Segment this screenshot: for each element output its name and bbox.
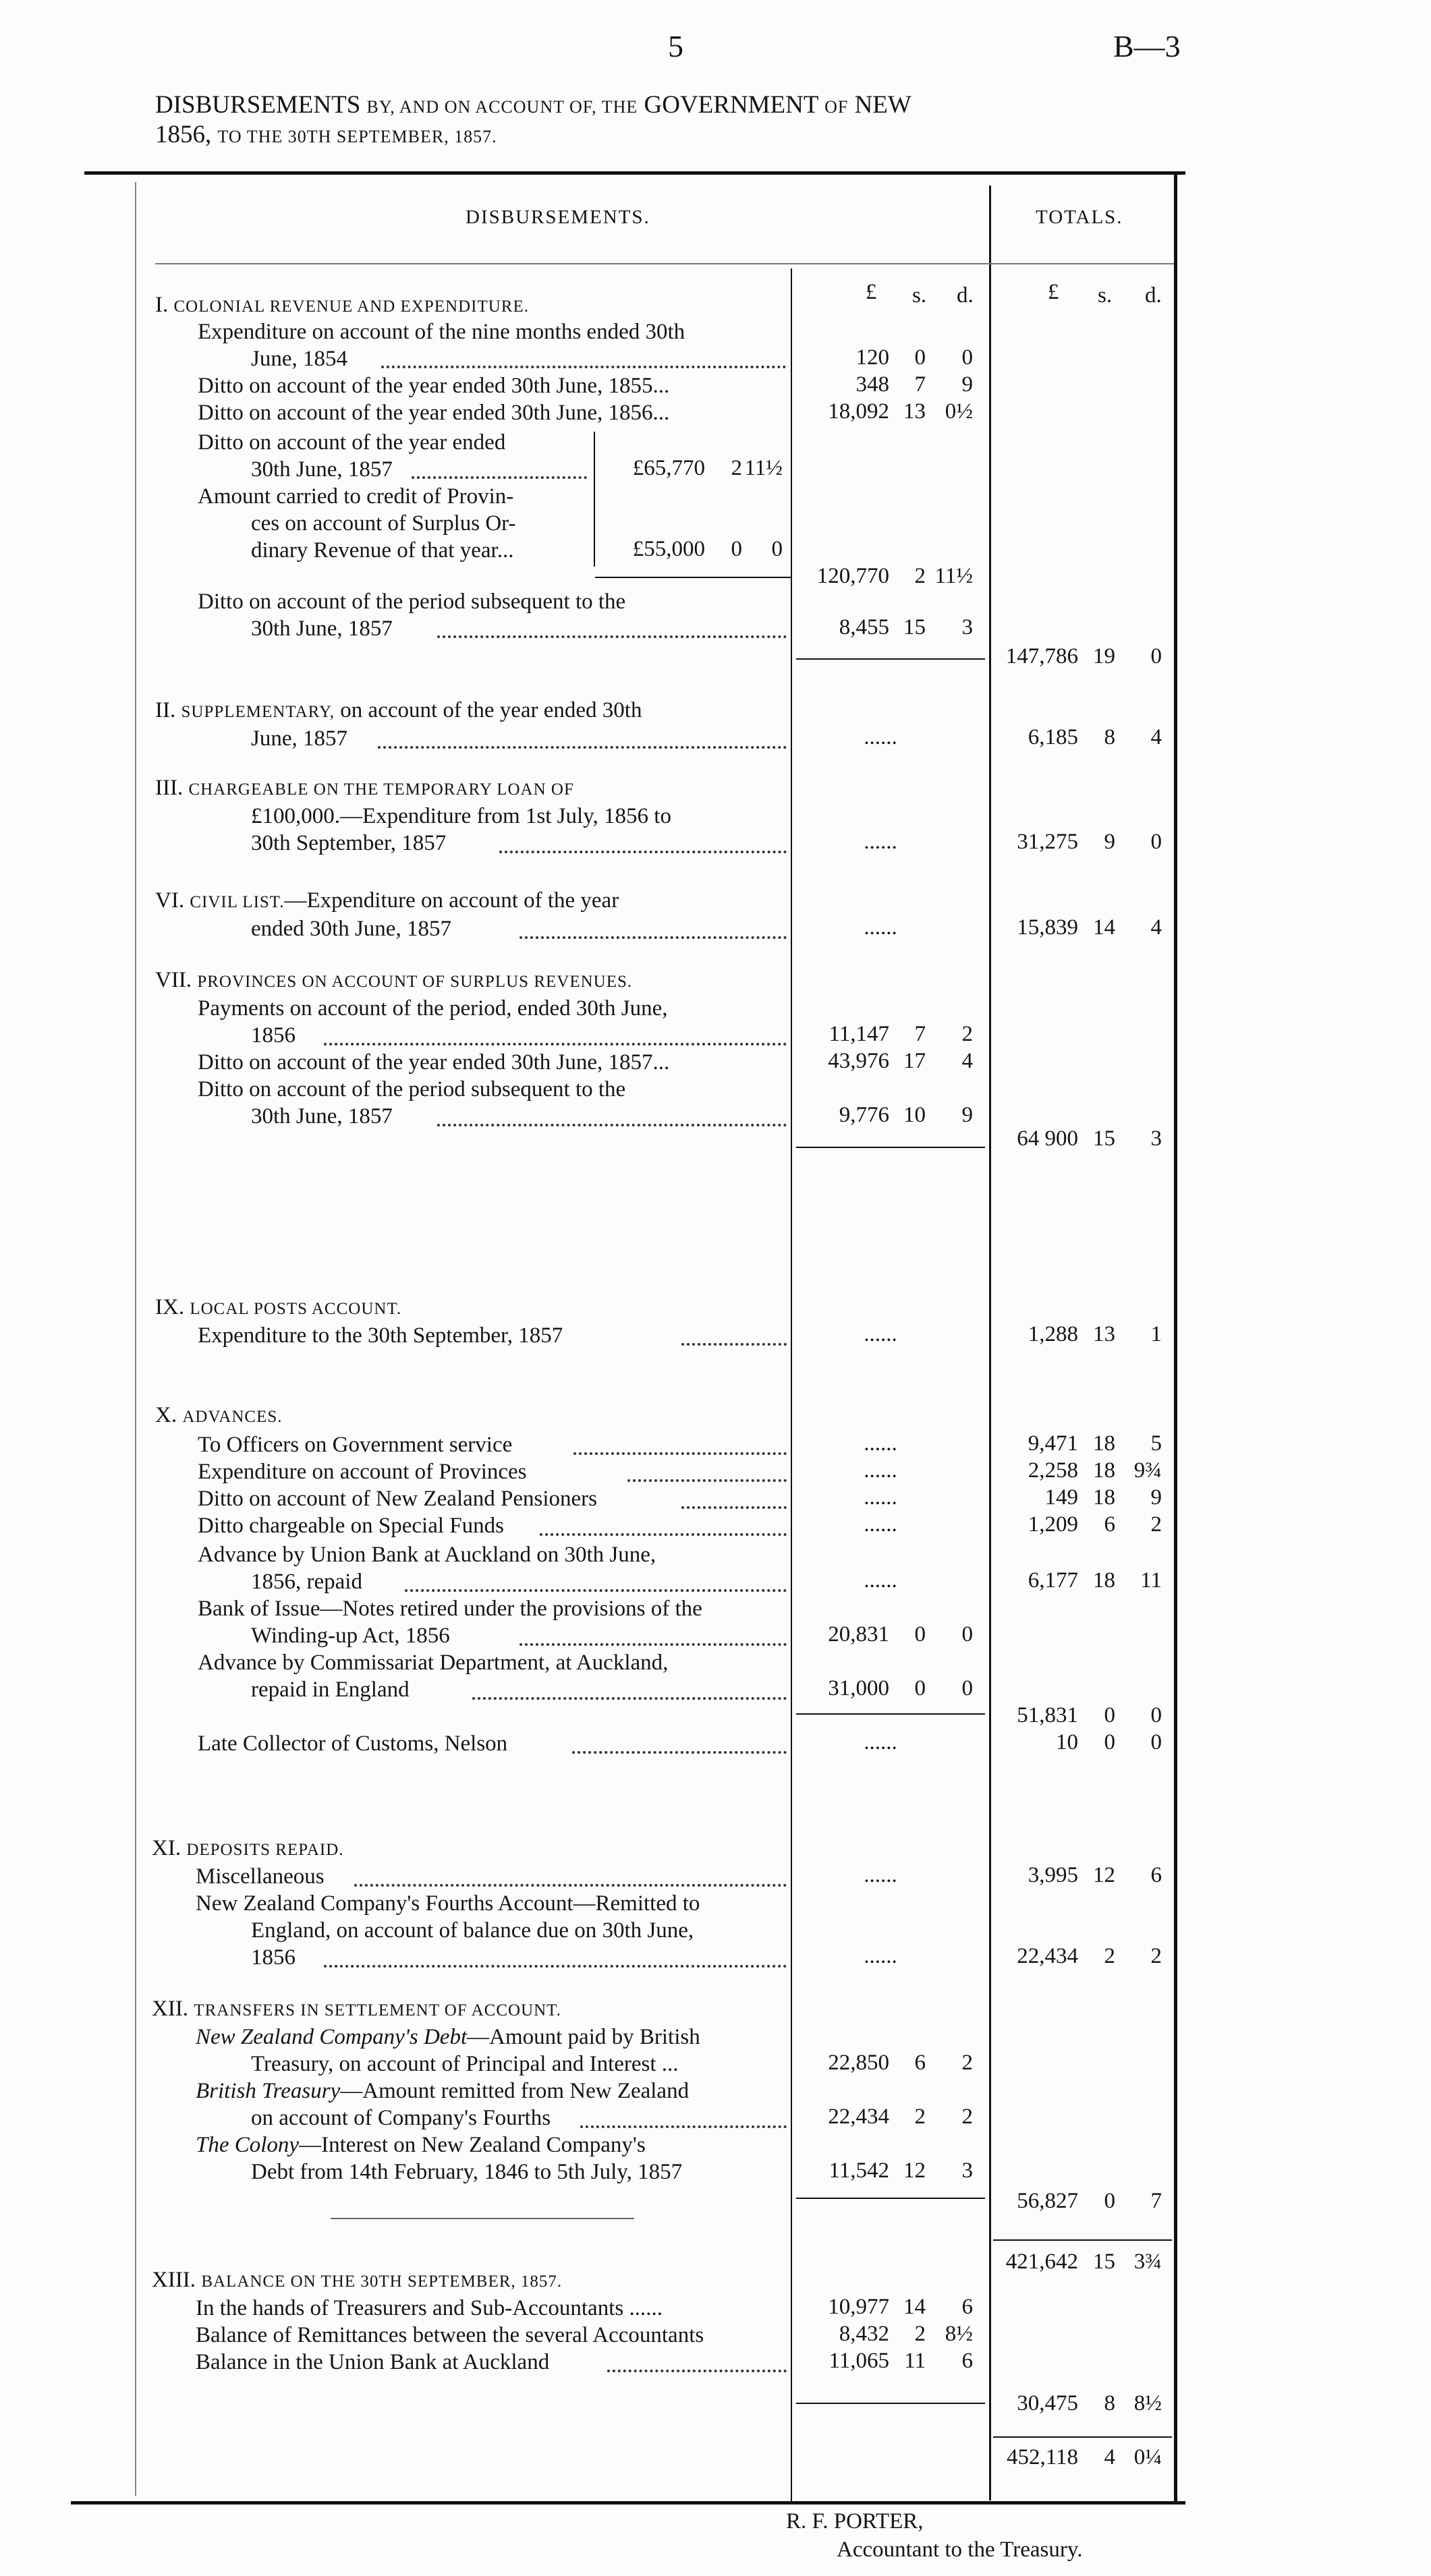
section-number: IX.	[155, 1295, 185, 1319]
total-shilling-header: s.	[1098, 283, 1113, 308]
line-item: 1856	[251, 1945, 296, 1970]
section-number: X.	[155, 1403, 177, 1427]
leader-dots	[573, 1452, 787, 1455]
line-item: 1856	[251, 1023, 296, 1048]
line-item: Ditto on account of the year ended 30th June, 1855...	[198, 374, 670, 398]
amount-pounds: 348	[855, 372, 889, 397]
totals-rule	[993, 2239, 1172, 2241]
leader-dots	[324, 1043, 787, 1046]
section-title: CIVIL LIST.	[190, 893, 285, 911]
blank-amount-dots: ......	[864, 1458, 897, 1483]
line-item: Ditto on account of the period subsequent to the	[198, 590, 626, 614]
section-number: XII.	[152, 1997, 189, 2021]
line-item	[196, 2078, 689, 2105]
section-number: I.	[155, 293, 169, 317]
amount-pounds: 30,475	[1017, 2391, 1078, 2415]
amount-pounds: 22,434	[1017, 1944, 1078, 1968]
blank-amount-dots: ......	[864, 1944, 897, 1968]
section-heading	[155, 968, 632, 993]
amount-pounds: 64 900	[1017, 1126, 1078, 1151]
line-item: June, 1854	[251, 347, 347, 371]
line-item: Miscellaneous	[196, 1864, 325, 1889]
line-item: Ditto on account of the year ended 30th June, 1857...	[198, 1050, 670, 1075]
amount-pence: 0	[961, 345, 973, 370]
amount-shillings: 14	[1093, 915, 1115, 940]
blank-amount-dots: ......	[864, 1322, 897, 1346]
amount-shillings: 0	[1104, 1730, 1115, 1754]
leader-dots	[520, 1643, 787, 1646]
section-number: II.	[155, 698, 176, 722]
amount-shillings: 6	[914, 2051, 926, 2075]
amount-pence: 0	[1150, 830, 1162, 854]
amount-pence: 1	[1150, 1322, 1162, 1346]
amount-shillings: 2	[914, 564, 926, 588]
section-heading	[152, 1836, 344, 1861]
amount-pounds: 452,118	[1006, 2445, 1078, 2469]
section-number: VII.	[155, 968, 192, 992]
sub-total-rule	[796, 2403, 985, 2404]
section-title-rest: —Expenditure on account of the year	[284, 888, 619, 913]
amount-pence: 5	[1150, 1431, 1162, 1456]
page-code: B—3	[1113, 29, 1181, 63]
leader-dots	[378, 746, 787, 749]
amount-shillings: 4	[1104, 2445, 1115, 2469]
amount-pence: 2	[961, 1022, 973, 1046]
leader-dots	[499, 851, 787, 853]
page-title	[155, 90, 911, 120]
amount-pence: 7	[1150, 2189, 1162, 2213]
leader-dots	[437, 635, 787, 638]
amount-pence: 0½	[945, 399, 973, 424]
amount-shillings: 0	[1104, 2189, 1115, 2213]
section-title: TRANSFERS IN SETTLEMENT OF ACCOUNT.	[194, 2001, 561, 2020]
blank-amount-dots: ......	[864, 830, 897, 854]
line-item: Ditto on account of the year ended	[198, 430, 506, 455]
amount-shillings: 0	[914, 1622, 926, 1647]
inner-amount-pounds: £65,770	[632, 456, 705, 480]
amount-pence: 4	[1150, 725, 1162, 749]
amount-pounds: 421,642	[1005, 2250, 1078, 2274]
line-item: Ditto chargeable on Special Funds	[198, 1514, 504, 1538]
section-title: ADVANCES.	[182, 1408, 283, 1426]
amount-shillings: 18	[1093, 1431, 1115, 1456]
sub-total-rule	[796, 2198, 985, 2199]
section-title: DEPOSITS REPAID.	[186, 1841, 344, 1859]
amount-pence: 9	[961, 1103, 973, 1127]
amount-pounds: 120	[855, 345, 889, 370]
amount-shillings: 17	[903, 1049, 926, 1073]
line-item: New Zealand Company's Fourths Account—Remitted to	[196, 1891, 700, 1916]
blank-amount-dots: ......	[864, 1863, 897, 1887]
total-pence-header: d.	[1145, 283, 1162, 308]
amount-pounds: 8,455	[839, 615, 889, 639]
amount-shillings: 8	[1104, 2391, 1115, 2415]
section-title: SUPPLEMENTARY,	[181, 703, 335, 721]
blank-amount-dots: ......	[864, 1730, 897, 1754]
section-heading	[152, 2268, 562, 2293]
blank-amount-dots: ......	[864, 1431, 897, 1456]
section-heading	[152, 1997, 561, 2022]
brace-line	[594, 432, 595, 567]
amount-pounds: 6,177	[1028, 1568, 1078, 1593]
amount-shillings: 18	[1093, 1568, 1115, 1593]
amount-pence: 0	[1150, 1703, 1162, 1727]
amount-shillings: 14	[903, 2295, 926, 2319]
amount-shillings: 0	[914, 1676, 926, 1700]
line-item: on account of Company's Fourths	[251, 2106, 551, 2130]
line-text: —Amount paid by British	[467, 2025, 700, 2049]
amount-pounds: 31,000	[828, 1676, 889, 1700]
page-number: 5	[668, 29, 683, 63]
section-heading	[155, 776, 574, 801]
line-item: Ditto on account of New Zealand Pensioners	[198, 1487, 598, 1511]
signatory: R. F. PORTER,	[786, 2509, 924, 2534]
page-subtitle	[155, 120, 497, 150]
leader-dots	[412, 476, 587, 479]
leader-dots	[627, 1479, 787, 1482]
amount-shillings: 13	[903, 399, 926, 424]
sub-total-rule	[796, 658, 985, 660]
line-item: Expenditure on account of the nine months ended 30th	[198, 320, 685, 344]
title-part: OF	[824, 97, 849, 117]
amount-pence: 0	[961, 1676, 973, 1700]
leader-dots	[540, 1533, 787, 1536]
amount-shillings: 7	[914, 1022, 926, 1046]
inner-amount-pence: 0	[771, 537, 783, 561]
leader-dots	[681, 1343, 787, 1346]
amount-pence: 3	[1150, 1126, 1162, 1151]
amount-shillings: 2	[1104, 1944, 1115, 1968]
line-item: In the hands of Treasurers and Sub-Accountants ......	[196, 2296, 663, 2320]
section-heading	[155, 1295, 401, 1320]
leader-dots	[381, 366, 786, 368]
leader-dots	[607, 2370, 787, 2372]
amount-pence: 9	[1150, 1485, 1162, 1510]
line-item: Amount carried to credit of Provin-	[198, 484, 514, 509]
amount-pounds: 15,839	[1017, 915, 1078, 940]
amount-shillings: 0	[914, 345, 926, 370]
blank-amount-dots: ......	[864, 1485, 897, 1510]
line-item: 30th June, 1857	[251, 617, 393, 641]
amount-pounds: 10,977	[828, 2295, 889, 2319]
section-title: BALANCE ON THE 30TH SEPTEMBER, 1857.	[201, 2272, 563, 2291]
amount-shillings: 18	[1093, 1485, 1115, 1510]
amount-pounds: 43,976	[828, 1049, 889, 1073]
italic-label: British Treasury	[196, 2079, 341, 2103]
amount-shillings: 15	[1093, 2250, 1115, 2274]
amount-pence: 9¾	[1133, 1458, 1162, 1483]
disbursements-header: DISBURSEMENTS.	[466, 206, 650, 228]
section-title: LOCAL POSTS ACCOUNT.	[190, 1300, 402, 1318]
line-item: Expenditure on account of Provinces	[198, 1460, 527, 1484]
line-text: —Amount remitted from New Zealand	[340, 2079, 690, 2103]
amount-pounds: 1,209	[1028, 1512, 1078, 1537]
amount-pounds: 149	[1044, 1485, 1078, 1510]
line-item: Expenditure to the 30th September, 1857	[198, 1323, 563, 1348]
section-title-rest: on account of the year ended 30th	[340, 698, 642, 722]
amount-pounds: 2,258	[1028, 1458, 1078, 1483]
line-text: —Interest on New Zealand Company's	[299, 2133, 646, 2157]
sub-total-rule	[796, 1147, 985, 1148]
line-item	[196, 2024, 700, 2051]
amount-pence: 8½	[945, 2322, 973, 2346]
amount-shillings: 6	[1104, 1512, 1115, 1537]
leader-dots	[572, 1751, 787, 1754]
line-item: Ditto on account of the period subsequent to the	[198, 1077, 626, 1101]
amount-pounds: 10	[1056, 1730, 1078, 1754]
leader-dots	[354, 1884, 787, 1887]
amount-pounds: 9,471	[1028, 1431, 1078, 1456]
inner-amount-shillings: 0	[731, 537, 742, 561]
amount-pence: 0	[1150, 644, 1162, 668]
line-item: £100,000.—Expenditure from 1st July, 1856 to	[251, 804, 671, 828]
line-item: 30th September, 1857	[251, 831, 447, 855]
amount-pence: 3	[961, 2158, 973, 2183]
line-item: Advance by Union Bank at Auckland on 30th June,	[198, 1543, 656, 1567]
line-item: Ditto on account of the year ended 30th June, 1856...	[198, 401, 670, 425]
amount-pounds: 9,776	[839, 1103, 889, 1127]
amount-pounds: 11,065	[829, 2349, 889, 2373]
sub-pence-header: d.	[957, 283, 974, 308]
amount-pence: 2	[961, 2105, 973, 2129]
line-item: Balance of Remittances between the several Accountants	[196, 2323, 704, 2347]
amount-pence: 4	[961, 1049, 973, 1073]
table-top-rule	[84, 171, 1185, 175]
amount-pounds: 22,434	[828, 2105, 889, 2129]
signature-name	[786, 2509, 924, 2534]
amount-pence: 0¼	[1133, 2445, 1162, 2469]
line-item: June, 1857	[251, 726, 347, 751]
title-part: BY, AND ON ACCOUNT OF, THE	[366, 97, 638, 117]
title-part: TO THE 30TH SEPTEMBER, 1857.	[217, 127, 497, 146]
amount-shillings: 13	[1093, 1322, 1115, 1346]
amount-pence: 11	[1140, 1568, 1162, 1593]
amount-pounds: 22,850	[828, 2051, 889, 2075]
section-title: COLONIAL REVENUE AND EXPENDITURE.	[173, 297, 529, 316]
amount-shillings: 12	[903, 2158, 926, 2183]
line-item: To Officers on Government service	[198, 1433, 513, 1457]
amount-shillings: 8	[1104, 725, 1115, 749]
sub-total-rule	[796, 1713, 985, 1715]
leader-dots	[437, 1124, 787, 1126]
amount-pounds: 1,288	[1028, 1322, 1078, 1346]
amount-shillings: 9	[1104, 830, 1115, 854]
amount-pounds: 3,995	[1028, 1863, 1078, 1887]
italic-label: New Zealand Company's Debt	[196, 2025, 468, 2049]
section-title: CHARGEABLE ON THE TEMPORARY LOAN OF	[188, 780, 574, 799]
amount-shillings: 18	[1093, 1458, 1115, 1483]
amount-shillings: 7	[914, 372, 926, 397]
line-item: England, on account of balance due on 30th June,	[251, 1918, 694, 1943]
title-part: DISBURSEMENTS	[155, 91, 361, 119]
line-item: Winding-up Act, 1856	[251, 1624, 450, 1648]
amount-pence: 6	[1150, 1863, 1162, 1887]
title-part: 1856,	[155, 121, 212, 148]
blank-amount-dots: ......	[864, 1568, 897, 1593]
line-item: Debt from 14th February, 1846 to 5th July, 1857	[251, 2160, 683, 2184]
title-part: GOVERNMENT	[644, 91, 818, 119]
amount-shillings: 15	[903, 615, 926, 639]
leader-dots	[681, 1506, 787, 1509]
amount-pence: 2	[1150, 1944, 1162, 1968]
line-item: Treasury, on account of Principal and Interest ...	[251, 2052, 679, 2076]
amount-pounds: 56,827	[1017, 2189, 1078, 2213]
table-left-rule	[135, 182, 136, 2496]
section-number: III.	[155, 776, 184, 800]
section-number: XI.	[152, 1836, 181, 1860]
leader-dots	[580, 2125, 787, 2128]
italic-label: The Colony	[196, 2133, 300, 2157]
amount-pence: 2	[1150, 1512, 1162, 1537]
section-heading	[155, 1403, 283, 1428]
amount-pounds: 147,786	[1005, 644, 1078, 668]
amount-shillings: 2	[914, 2105, 926, 2129]
amount-shillings: 19	[1093, 644, 1115, 668]
table-right-rule	[1174, 174, 1177, 2502]
line-item: ended 30th June, 1857	[251, 917, 451, 941]
blank-amount-dots: ......	[864, 1512, 897, 1537]
blank-amount-dots: ......	[864, 915, 897, 940]
amount-pence: 2	[961, 2051, 973, 2075]
line-item: dinary Revenue of that year...	[251, 538, 514, 563]
total-pound-header: £	[1048, 280, 1059, 304]
amount-pounds: 8,432	[839, 2322, 889, 2346]
amount-pounds: 120,770	[816, 564, 889, 588]
line-item: Late Collector of Customs, Nelson	[198, 1731, 508, 1756]
line-item: Balance in the Union Bank at Auckland	[196, 2350, 550, 2374]
amount-pounds: 18,092	[828, 399, 889, 424]
amount-pence: 6	[961, 2349, 973, 2373]
amount-pounds: 31,275	[1017, 830, 1078, 854]
sub-shilling-header: s.	[912, 283, 927, 308]
section-title: PROVINCES ON ACCOUNT OF SURPLUS REVENUES.	[197, 973, 633, 991]
amount-pence: 9	[961, 372, 973, 397]
section-heading	[155, 698, 642, 723]
leader-dots	[472, 1697, 787, 1700]
amount-shillings: 15	[1093, 1126, 1115, 1151]
amount-pence: 8½	[1133, 2391, 1162, 2415]
inner-total-rule	[595, 577, 791, 578]
amount-pence: 0	[961, 1622, 973, 1647]
amount-pounds: 51,831	[1017, 1703, 1078, 1727]
amount-pounds: 6,185	[1028, 725, 1078, 749]
line-item: Advance by Commissariat Department, at Auckland,	[198, 1651, 669, 1675]
amount-pence: 4	[1150, 915, 1162, 940]
inner-amount-shillings: 2	[731, 456, 742, 480]
leader-dots	[520, 936, 787, 939]
amount-pence: 3¾	[1133, 2250, 1162, 2274]
line-item: ces on account of Surplus Or-	[251, 511, 516, 536]
amount-shillings: 12	[1093, 1863, 1115, 1887]
line-item: Payments on account of the period, ended 30th June,	[198, 996, 668, 1021]
table-bottom-rule	[71, 2501, 1185, 2505]
line-item	[196, 2131, 646, 2158]
sub-pound-header: £	[866, 280, 877, 304]
line-item: 30th June, 1857	[251, 457, 393, 482]
amount-shillings: 10	[903, 1103, 926, 1127]
amount-shillings: 0	[1104, 1703, 1115, 1727]
inner-amount-pounds: £55,000	[632, 537, 705, 561]
amount-pence: 11½	[934, 564, 973, 588]
inner-amount-pence: 11½	[744, 456, 783, 480]
amount-pounds: 11,542	[829, 2158, 889, 2183]
amount-shillings: 11	[904, 2349, 926, 2373]
title-part: NEW	[854, 91, 911, 119]
blank-amount-dots: ......	[864, 725, 897, 749]
section-heading	[155, 293, 529, 318]
totals-header: TOTALS.	[1036, 206, 1123, 228]
amount-pence: 6	[961, 2295, 973, 2319]
line-item: 1856, repaid	[251, 1570, 362, 1594]
amount-pence: 3	[961, 615, 973, 639]
section-heading	[155, 888, 619, 913]
amount-pounds: 20,831	[828, 1622, 889, 1647]
amount-pounds: 11,147	[829, 1022, 889, 1046]
amount-pence: 0	[1150, 1730, 1162, 1754]
totals-rule	[993, 2436, 1172, 2438]
amount-shillings: 2	[914, 2322, 926, 2346]
section-separator	[331, 2218, 634, 2219]
line-item: repaid in England	[251, 1678, 410, 1702]
section-number: VI.	[155, 888, 185, 913]
section-number: XIII.	[152, 2268, 196, 2292]
line-item: Bank of Issue—Notes retired under the provisions of the	[198, 1597, 702, 1621]
header-rule	[155, 263, 1174, 264]
signature-role: Accountant to the Treasury.	[837, 2538, 1083, 2562]
line-item: 30th June, 1857	[251, 1104, 393, 1128]
leader-dots	[324, 1965, 787, 1968]
leader-dots	[405, 1589, 787, 1592]
